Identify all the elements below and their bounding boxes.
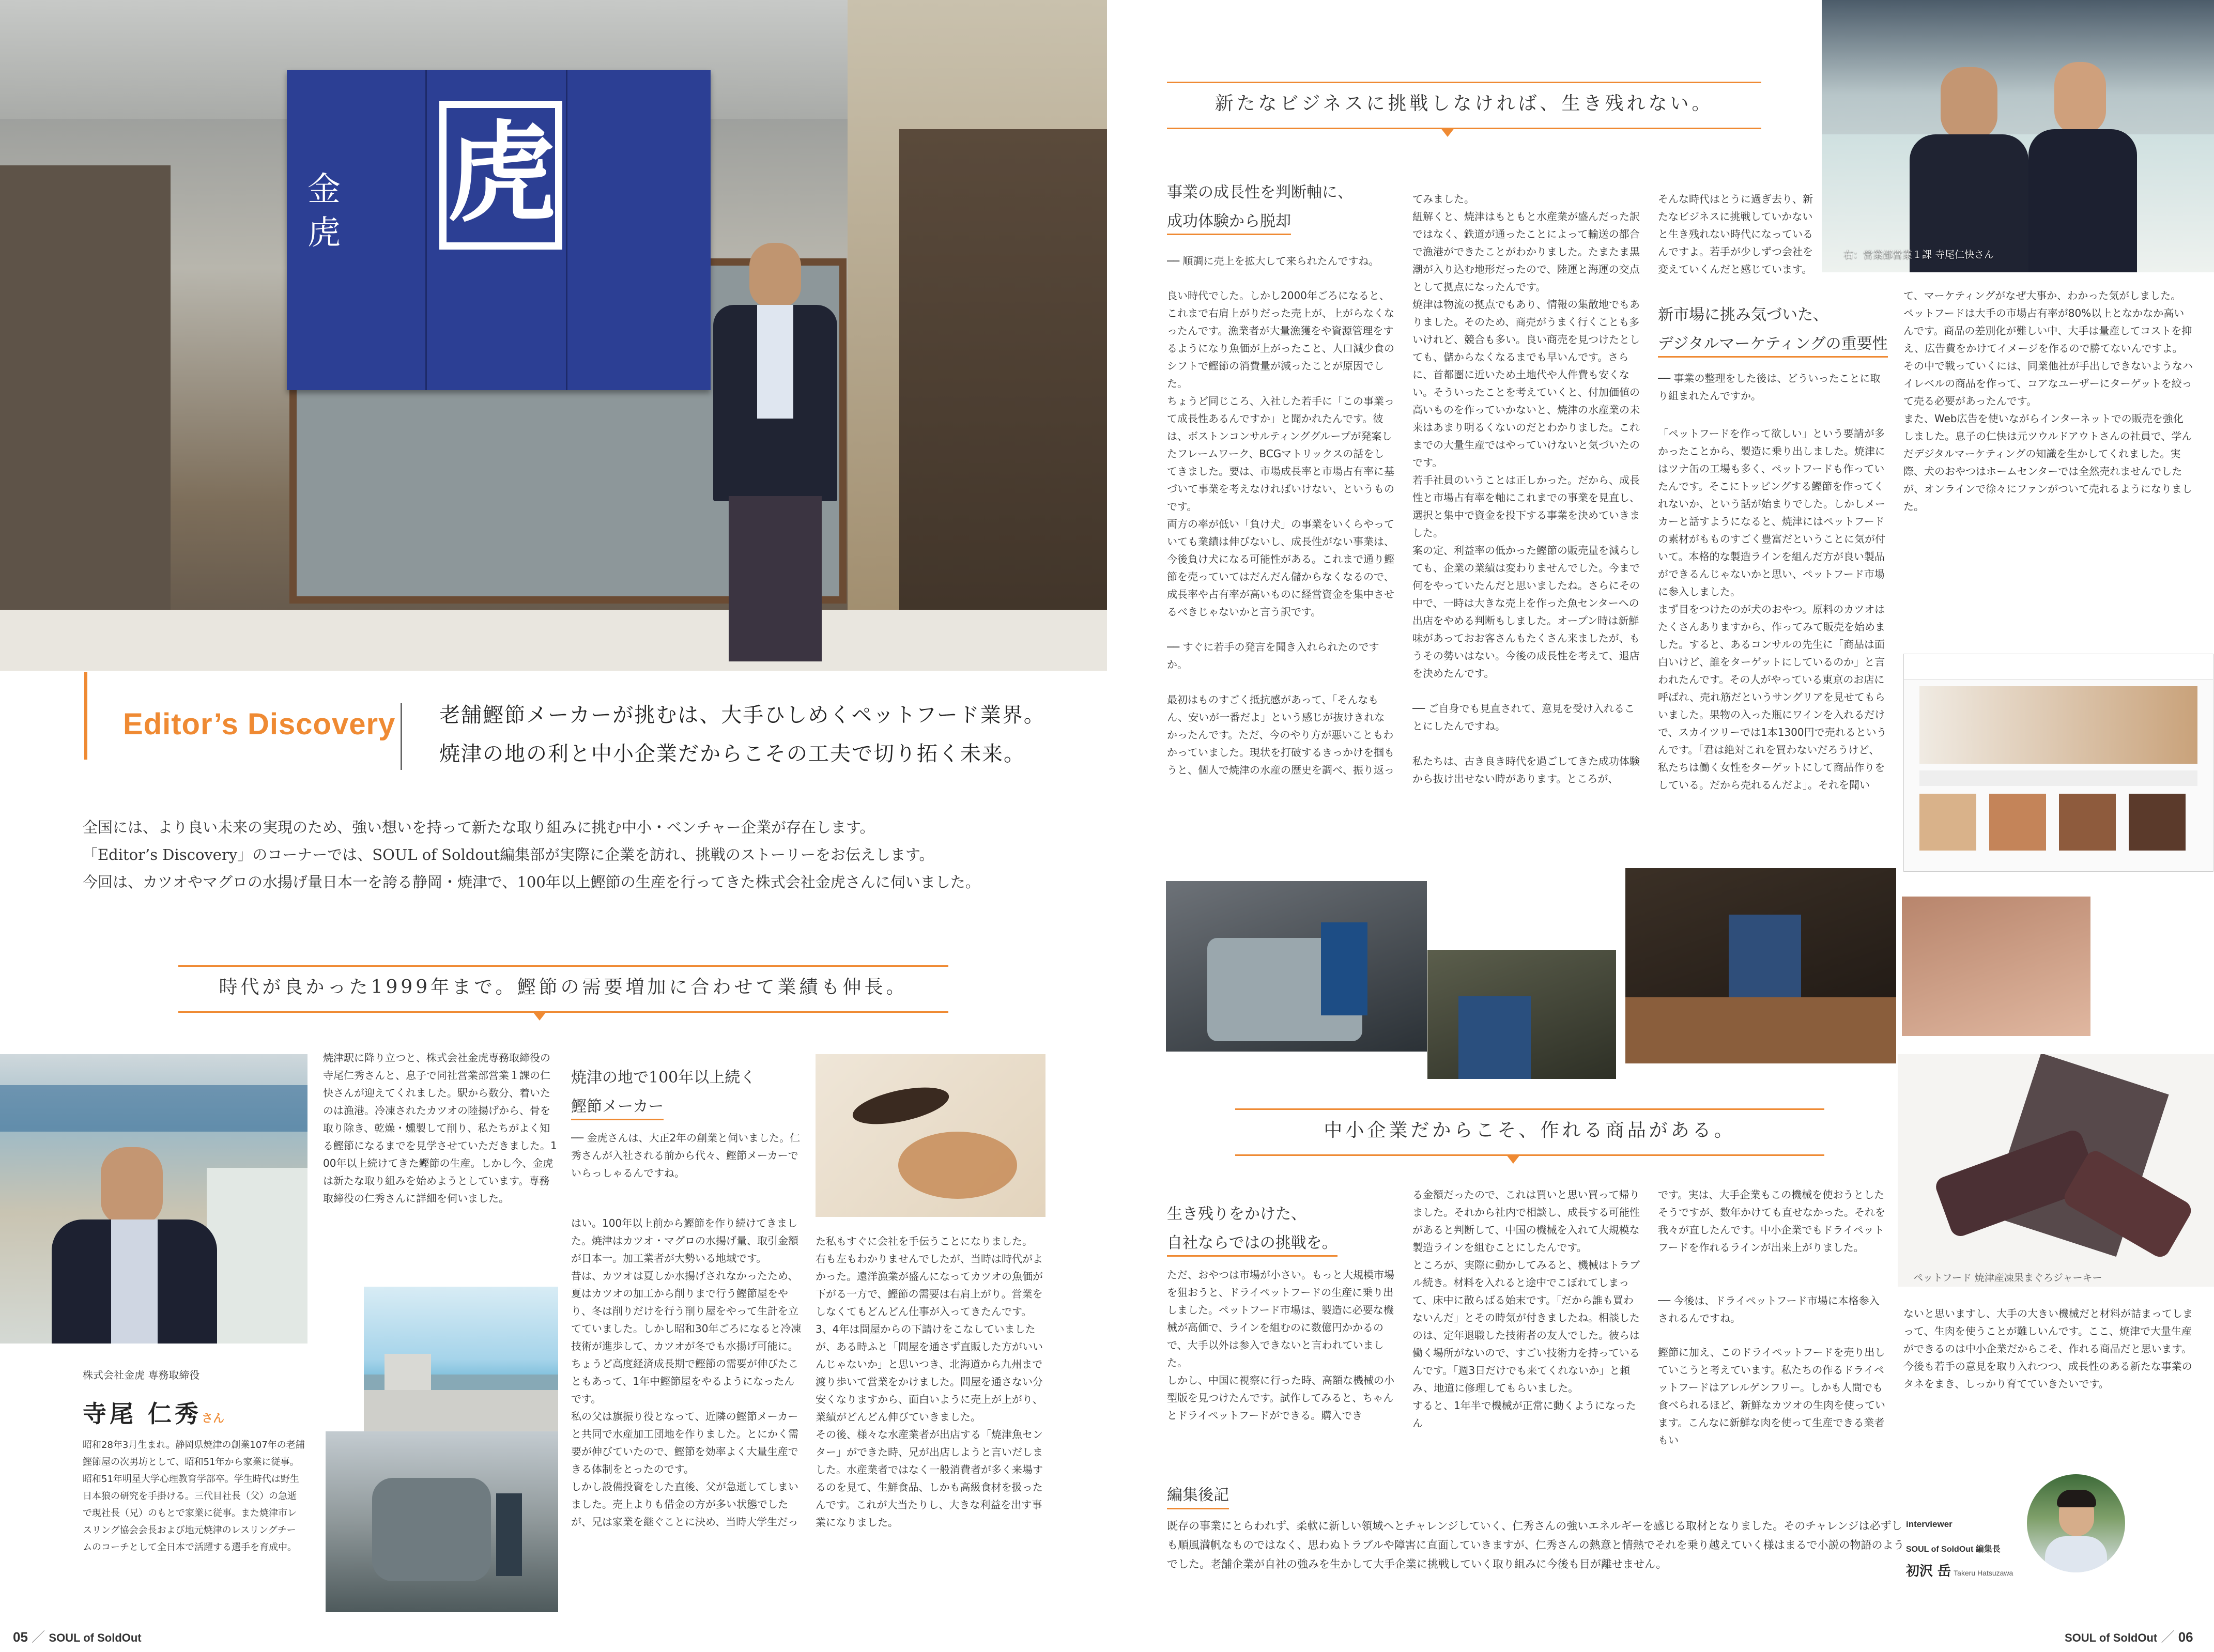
interviewer-name-roman: Takeru Hatsuzawa bbox=[1954, 1569, 2013, 1577]
caption-top-photo: 右：営業部営業１課 寺尾仁快さん bbox=[1843, 249, 1994, 260]
interviewer-name bbox=[1906, 1561, 2013, 1580]
interviewer-name-text: 初沢 岳 bbox=[1906, 1564, 1951, 1579]
subhead-100-years bbox=[571, 1063, 788, 1121]
interviewer-avatar bbox=[2027, 1474, 2125, 1572]
main-title-line2: 焼津の地の利と中小企業だからこその工夫で切り拓く未来。 bbox=[439, 742, 1025, 766]
right-column-g2: 鰹節に加え、このドライペットフードを売り出していこうと考えています。私たちの作るドライペットフードはアレルゲンフリー。しかも人間でも食べられるほど、新鮮なカツオの生肉を使っています。こんなに新鮮な肉を使って生産できる業者もい bbox=[1658, 1346, 1885, 1446]
photo-terao-father-son bbox=[1822, 0, 2214, 272]
subhead-survival bbox=[1167, 1200, 1374, 1258]
subhead-growth-line1: 事業の成長性を判断軸に、 bbox=[1167, 183, 1353, 202]
subhead-growth-line2: 成功体験から脱却 bbox=[1167, 212, 1291, 235]
interviewer-role: SOUL of SoldOut 編集長 bbox=[1906, 1545, 2001, 1554]
right-column-c1: そんな時代はとうに過ぎ去り、新たなビジネスに挑戦していかないと生き残れない時代になっているんですよ。若手が少しずつ会社を変えていくんだと感じています。 bbox=[1658, 193, 1813, 275]
editors-discovery-accent bbox=[84, 672, 87, 760]
right-column-g1: です。実は、大手企業もこの機械を使おうとしたそうですが、数年かけても直せなかった。それを我々が直したんです。中小企業でもドライペットフードを作れるラインが出来上がりました。 bbox=[1658, 1188, 1885, 1254]
right-column-f: る金額だったので、これは買いと思い買って帰りました。それから社内で相談し、成長する可能性があると判断して、中国の機械を入れて大規模な製造ラインを組むことにしたんです。 ところが、実際に動かしてみると、機械はトラブル続き。材料を入れると途中でこぼれてしまって、床中に散らばる始末です。「だから誰も買わないんだ」とその時気が付きましたね。相談したのは、定年退職した技術者の友人でした。彼らは働く場所がないので、すごい技術力を持っているんです。「週3日だけでも来てくれないか」と頼み、地道に修理してもらいました。 すると、1年半で機械が正常に動くようになったん bbox=[1412, 1188, 1640, 1429]
question-g: ── 今後は、ドライペットフード市場に本格参入されるんですね。 bbox=[1658, 1294, 1880, 1324]
right-column-e: ただ、おやつは市場が小さい。もっと大規模市場を狙おうと、ドライペットフードの生産に乗り出しました。ペットフード市場は、製造に必要な機械が高価で、ラインを組むのに数億円かかるので、大手以外は参入できないと言われていました。 しかし、中国に視察に行った時、高額な機械の小型版を見つけたんです。試作してみると、ちゃんとドライペットフードができる。購入でき bbox=[1167, 1269, 1394, 1422]
intro-line-3: 今回は、カツオやマグロの水揚げ量日本一を誇る静岡・焼津で、100年以上鰹節の生産を行ってきた株式会社金虎さんに伺いました。 bbox=[83, 873, 980, 891]
right-column-a: 良い時代でした。しかし2000年ごろになると、これまで右肩上がりだった売上が、上がらなくなったんです。漁業者が大量漁獲をや資源管理をするようになり魚価が上がったこと、人口減少食のシフトで鰹節の消費量が減ったことが原因でした。 ちょうど同じころ、入社した若手に「この事業って成長性あるんですか」と聞かれたんです。彼は、ボストンコンサルティンググループが発案したフレームワーク、BCGマトリックスの話をしてきました。要は、市場成長率と市場占有率に基づいて事業を考えなければいけない、というものです。 両方の率が低い「負け犬」の事業をいくらやっていても業績は伸びないし、成長性がない事業は、今後負け犬になる可能性がある。これまで通り鰹節を売っていてはだんだん儲からなくなるので、成長率や占有率が高いものに経営資金を集中させるべきじゃないかと言う訳です。 ── すぐに若手の発言を聞き入れられたのですか。 最初はものすごく抵抗感があって、「そんなもん、安いが一番だよ」という感じが抜けきれなかったんです。ただ、今のやり方が悪いこともわかっていました。現状を打破するきっかけを掴もうと、個人で焼津の水産の歴史を調べ、振り返っ bbox=[1167, 289, 1394, 776]
profile-name-honorific: さん bbox=[202, 1412, 225, 1425]
section-heading-new-business: 新たなビジネスに挑戦しなければ、生き残れない。 bbox=[1167, 82, 1761, 126]
person-photo-terao bbox=[703, 233, 848, 667]
portrait-photo-terao bbox=[0, 1054, 308, 1344]
main-title-line1: 老舗鰹節メーカーが挑むは、大手ひしめくペットフード業界。 bbox=[439, 703, 1046, 727]
subhead-growth bbox=[1167, 178, 1374, 236]
noren-kanji-tiger-icon: 虎 bbox=[447, 109, 556, 237]
hero-shop-photo bbox=[0, 0, 1107, 671]
factory-photo-4 bbox=[1902, 897, 2090, 1036]
section-heading-sme-products: 中小企業だからこそ、作れる商品がある。 bbox=[1235, 1108, 1824, 1153]
subhead-new-market bbox=[1658, 301, 1901, 359]
caption-pet-food: ペットフード 焼津産凍果まぐろジャーキー bbox=[1913, 1272, 2102, 1284]
intro-line-1: 全国には、より良い未来の実現のため、強い想いを持って新たな取り組みに挑む中小・ベンチャー企業が存在します。 bbox=[83, 819, 875, 836]
folio-left: 05 ／ SOUL of SoldOut bbox=[13, 1629, 142, 1645]
harbor-photo bbox=[364, 1287, 558, 1431]
website-screenshot bbox=[1903, 654, 2213, 872]
subhead-new-market-line1: 新市場に挑み気づいた、 bbox=[1658, 306, 1828, 324]
right-column-b: てみました。 紐解くと、焼津はもともと水産業が盛んだった訳ではなく、鉄道が通ったことによって輸送の都合で漁港ができたことがわかりました。たまたま黒潮が入り込む地形だったので、陸運と海運の交点として拠点になったんです。 焼津は物流の拠点でもあり、情報の集散地でもありました。そのため、商売がうまく行くことも多いけれど、競合も多い。良い商売を見つけたとしても、儲からなくなるまでも早いんです。さらに、首都圏に近いため土地代や人件費も安くない。そういったことを考えていくと、付加価値の高いものを作っていかないと、焼津の水産業の未来はあまり明るくないのだとわかりました。これまでの大量生産ではやっていけないと気づいたのです。 若手社員のいうことは正しかった。だから、成長性と市場占有率を軸にこれまでの事業を見直し、選択と集中で資金を投下する事業を決めていきました。 案の定、利益率の低かった鰹節の販売量を減らしても、企業の業績は変わりませんでした。今まで何をやっていたんだと思いましたね。さらにその中で、一時は大きな売上を作った魚センターへの出店をやめる判断もしました。オープン時は新鮮味があっておお客さんもたくさん来ましたが、もうその勢いはない。今後の成長性を考えて、退店を決めたんです。 ── ご自身でも見直されて、意見を受け入れることにしたんですね。 私たちは、古き良き時代を過ごしてきた成功体験から抜け出せない時があります。ところが、 bbox=[1412, 193, 1640, 785]
unloading-photo bbox=[326, 1431, 558, 1612]
left-column-1: 焼津駅に降り立つと、株式会社金虎専務取締役の寺尾仁秀さんと、息子で同社営業部営業１課の仁快さんが迎えてくれました。駅から数分、着いたのは漁港。冷凍されたカツオの陸揚げから、骨を取り除き、乾燥・燻製して削り、私たちがよく知る鰹節になるまでを見学させていただきました。100年以上続けてきた鰹節の生産。しかし今、金虎は新たな取り組みを始めようとしています。専務取締役の仁秀さんに詳細を伺いました。 bbox=[323, 1052, 557, 1205]
folio-right: SOUL of SoldOut ／ 06 bbox=[2065, 1629, 2193, 1645]
subhead-survival-line1: 生き残りをかけた、 bbox=[1167, 1205, 1306, 1223]
subhead-100-years-line1: 焼津の地で100年以上続く bbox=[571, 1069, 756, 1087]
profile-name bbox=[83, 1395, 224, 1429]
afterword-text: 既存の事業にとらわれず、柔軟に新しい領域へとチャレンジしていく、仁秀さんの強いエネルギーを感じる取材となりました。そのチャレンジは必ずしも順風満帆なものではなく、思わぬトラブルや障害に直面していきますが、仁秀さんの熱意と情熱でそれを乗り越えていく様はまるで小説の物語のようでした。老舗企業が自社の強みを生かして大手企業に挑戦していく取り組みに今後も目が離せません。 bbox=[1167, 1520, 1904, 1570]
factory-photo-1 bbox=[1166, 881, 1427, 1052]
magazine-name-right: SOUL of SoldOut bbox=[2065, 1631, 2158, 1644]
right-column-h: ないと思いますし、大手の大きい機械だと材料が詰まってしまって、生肉を使うことが難しいんです。ここ、焼津で大量生産ができるのは中小企業だからこそ、作れる商品だと思います。今後も若手の意見を取り入れつつ、成長性のある新たな事業のタネをまき、しっかり育てていきたいです。 bbox=[1903, 1307, 2193, 1390]
right-column-c2: 「ペットフードを作って欲しい」という要請が多かったことから、製造に乗り出しました。焼津にはツナ缶の工場も多く、ペットフードも作っていたんです。そこにトッピングする鰹節を作ってくれないか、という話が始まりでした。しかしメーカーと話すようになると、焼津にはペットフードの素材がもものすごく豊富だということに気が付いて。本格的な製造ラインを組んだ方が良い製品ができるんじゃないかと思い、ペットフード市場に参入しました。 まず目をつけたのが犬のおやつ。原料のカツオはたくさんありますから、作ってみて販売を始めました。すると、あるコンサルの先生に「商品は面白いけど、誰をターゲットにしているのか」と言われたんです。その人がやっている東京のお店に呼ばれ、売れ筋だというサングリアを見せてもらいました。果物の入った瓶にワインを入れるだけで、スカイツリーでは1本1300円で売れるというんです。「君は絶対これを買わないだろうけど、私たちは働く女性をターゲットにして商品作りをしている。だから売れるんだよ」。それを聞い bbox=[1658, 427, 1887, 791]
page-number-left: 05 bbox=[13, 1629, 28, 1645]
factory-photo-2 bbox=[1427, 950, 1616, 1079]
subhead-100-years-line2: 鰹節メーカー bbox=[571, 1098, 664, 1120]
question-a: ── 順調に売上を拡大して来られたんですね。 bbox=[1167, 255, 1379, 267]
afterword-title: 編集後記 bbox=[1167, 1482, 1229, 1509]
section-heading-1999: 時代が良かった1999年まで。鰹節の需要増加に合わせて業績も伸長。 bbox=[178, 965, 948, 1010]
profile-name-text: 寺尾 仁秀 bbox=[83, 1400, 202, 1428]
editors-discovery-label: Editor’s Discovery bbox=[123, 707, 396, 741]
left-column-4: た私もすぐに会社を手伝うことになりました。 右も左もわかりませんでしたが、当時は時代がよかった。遠洋漁業が盛んになってカツオの魚価が下がる一方で、鰹節の需要は右肩上がり。営業をしなくてもどんどん仕事が入ってきたんです。3、4年は問屋からの下請けをこなしていましたが、ある時ふと「問屋を通さず直販した方がいいんじゃないか」と思いつき、北海道から九州まで渡り歩いて営業をかけました。問屋を通さない分安くなりますから、面白いように売上が上がり、業績がどんどん伸びていきました。 その後、様々な水産業者が出店する「焼津魚センター」ができた時、兄が出店しようと言いだしました。水産業者ではなく一般消費者が多く来場するのを見て、生鮮食品、しかも高級食材を扱ったんです。これが大当たりし、大きな利益を出す事業になりました。 bbox=[816, 1235, 1043, 1529]
katsuobushi-photo bbox=[816, 1054, 1046, 1217]
question-b: ── 事業の整理をした後は、どういったことに取り組まれたんですか。 bbox=[1658, 372, 1881, 402]
noren-shop-name: 金虎 bbox=[308, 171, 341, 252]
intro-line-2: 「Editor’s Discovery」のコーナーでは、SOUL of Soldout編集部が実際に企業を訪れ、挑戦のストーリーをお伝えします。 bbox=[83, 846, 934, 863]
question-1: ── 金虎さんは、大正2年の創業と伺いました。仁秀さんが入社される前から代々、鰹節メーカーでいらっしゃるんですね。 bbox=[571, 1132, 801, 1179]
factory-photo-3 bbox=[1625, 868, 1896, 1063]
interviewer-label: interviewer bbox=[1906, 1519, 1952, 1529]
subhead-new-market-line2: デジタルマーケティングの重要性 bbox=[1658, 335, 1888, 358]
page-number-right: 06 bbox=[2178, 1629, 2193, 1645]
profile-role: 株式会社金虎 専務取締役 bbox=[83, 1369, 200, 1381]
left-column-3: はい。100年以上前から鰹節を作り続けてきました。焼津はカツオ・マグロの水揚げ量、取引金額が日本一。加工業者が大勢いる地域です。 昔は、カツオは夏しか水揚げされなかったため、夏はカツオの加工から削りまで行う鰹節屋をやり、冬は削りだけを行う削り屋をやって生計を立てていました。しかし昭和30年ごろになると冷凍技術が進歩して、カツオが冬でも水揚げ可能に。ちょうど高度経済成長期で鰹節の需要が伸びたこともあって、1年中鰹節屋をやるようになったんです。 私の父は旗振り役となって、近隣の鰹節メーカーと共同で水産加工団地を作りました。とにかく需要が伸びていたので、鰹節を効率よく大量生産できる体制をとったのです。 しかし設備投資をした直後、父が急逝してしまいました。売上よりも借金の方が多い状態でしたが、兄は家業を継ぐことに決め、当時大学生だっ bbox=[571, 1217, 802, 1528]
pet-jerky-photo bbox=[1898, 1054, 2214, 1287]
subhead-survival-line2: 自社ならではの挑戦を。 bbox=[1167, 1234, 1337, 1257]
noren-curtain bbox=[287, 70, 711, 390]
magazine-name-left: SOUL of SoldOut bbox=[49, 1631, 142, 1644]
right-column-d: て、マーケティングがなぜ大事か、わかった気がしました。 ペットフードは大手の市場占有率が80%以上となかなか高いんです。商品の差別化が難しい中、大手は量産してコストを抑え、広告費をかけてイメージを作るので勝てないんですよ。その中で戦っていくには、同業他社が手出しできないようなハイレベルの商品を作って、コアなユーザーにターゲットを絞って売る必要があったんです。 また、Web広告を使いながらインターネットでの販売を強化しました。息子の仁快は元ツウルドアウトさんの社員で、学んだデジタルマーケティングの知識を生かしてくれました。実際、犬のおやつはホームセンターでは全然売れませんでしたが、オンラインで徐々にファンがついて売れるようになりました。 bbox=[1903, 289, 2193, 513]
title-divider bbox=[401, 703, 402, 770]
profile-bio: 昭和28年3月生まれ。静岡県焼津の創業107年の老舗鰹節屋の次男坊として、昭和51年から家業に従事。昭和51年明星大学心理教育学部卒。学生時代は野生日本狼の研究を手掛ける。三代目社長（父）の急逝で現社長（兄）のもとで家業に従事。また焼津市レスリング協会会長および地元焼津のレスリングチームのコーチとして全日本で活躍する選手を育成中。 bbox=[83, 1440, 305, 1553]
